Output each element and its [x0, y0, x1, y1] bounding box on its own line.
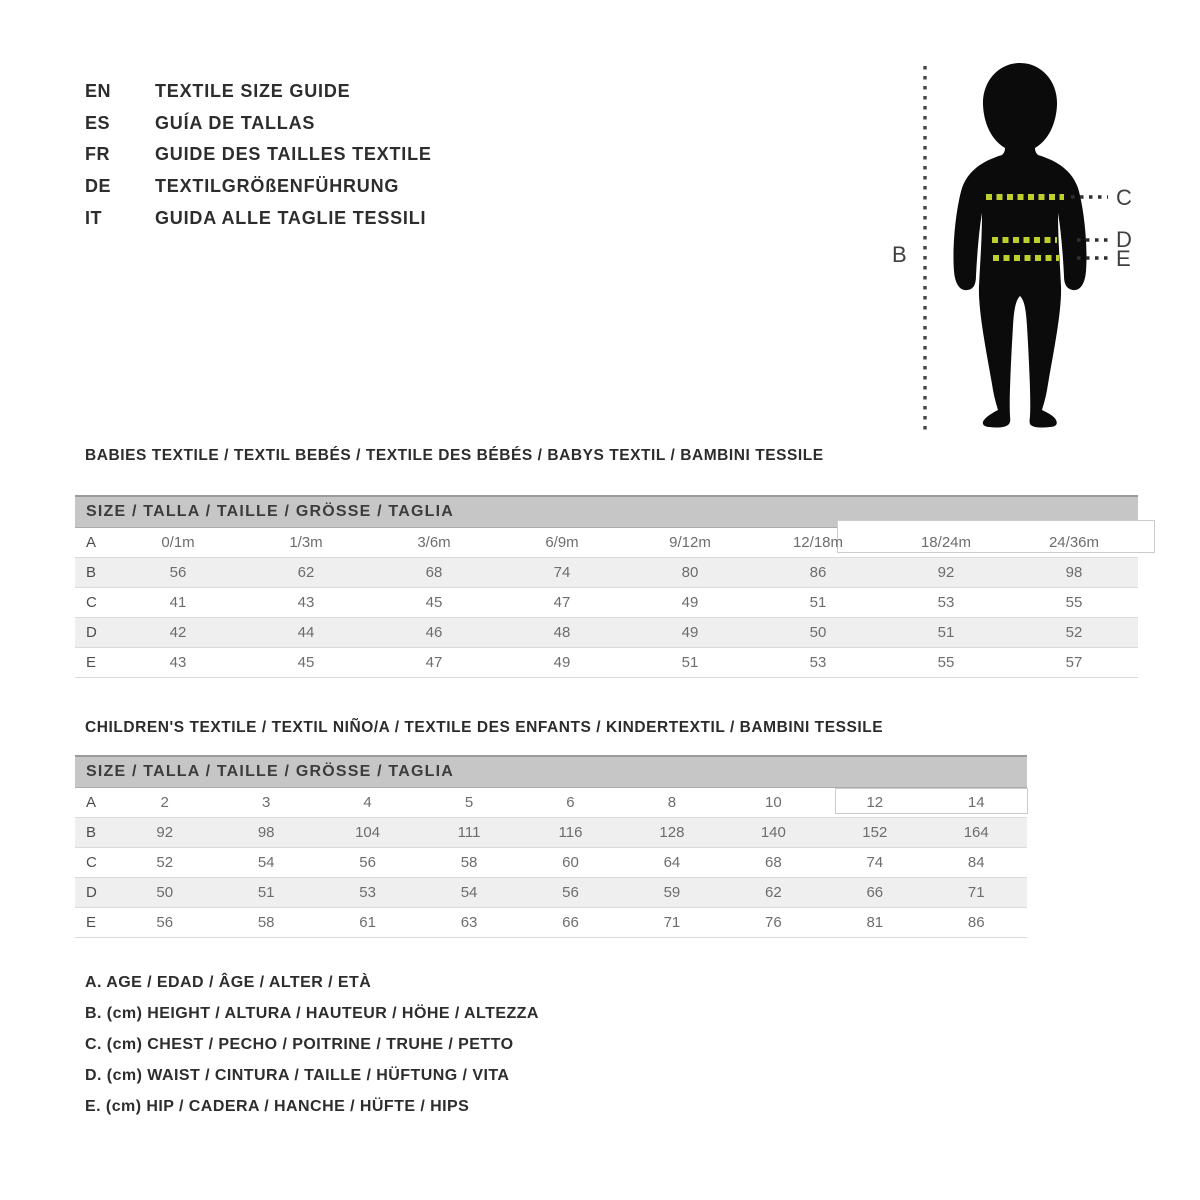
- table-cell: 56: [156, 914, 174, 931]
- table-row: [75, 588, 1138, 618]
- children-section-heading: CHILDREN'S TEXTILE / TEXTIL NIÑO/A / TEXTILE DES ENFANTS / KINDERTEXTIL / BAMBINI TESSILE: [85, 719, 884, 736]
- row-label: A: [86, 534, 97, 551]
- row-label: D: [86, 884, 97, 901]
- table-cell: 128: [659, 824, 685, 841]
- row-label: B: [86, 564, 97, 581]
- table-cell: 3/6m: [417, 534, 451, 551]
- legend-item: B. (cm) HEIGHT / ALTURA / HAUTEUR / HÖHE / ALTEZZA: [85, 1005, 539, 1022]
- table-cell: 46: [425, 624, 443, 641]
- table-cell: 116: [558, 824, 583, 841]
- table-cell: 86: [967, 914, 985, 931]
- table-cell: 62: [765, 884, 782, 901]
- table-cell: 76: [765, 914, 782, 931]
- table-cell: 6: [566, 794, 575, 811]
- table-cell: 24/36m: [1048, 534, 1100, 551]
- table-cell: 8: [667, 794, 677, 811]
- language-code: IT: [85, 207, 102, 228]
- table-row: [75, 848, 1027, 878]
- language-row: [85, 108, 432, 140]
- row-label: C: [86, 854, 97, 871]
- table-cell: 2: [160, 794, 169, 811]
- hip-label: E: [1116, 246, 1131, 271]
- table-cell: 56: [169, 564, 187, 581]
- table-cell: 54: [460, 884, 478, 901]
- table-cell: 66: [866, 884, 884, 901]
- table-cell: 1/3m: [289, 534, 323, 551]
- table-cell: 53: [937, 594, 955, 611]
- table-cell: 12: [866, 794, 884, 811]
- table-cell: 53: [809, 654, 827, 671]
- child-measurement-diagram: [880, 50, 1160, 450]
- height-label: B: [892, 242, 907, 267]
- legend-item: D. (cm) WAIST / CINTURA / TAILLE / HÜFTUNG / VITA: [85, 1067, 510, 1084]
- table-row: [75, 788, 1027, 818]
- table-row: [75, 558, 1138, 588]
- table-cell: 63: [460, 914, 478, 931]
- row-label: E: [86, 654, 97, 671]
- table-row: [75, 648, 1138, 678]
- table-cell: 52: [1065, 624, 1083, 641]
- size-table-header-bar: [75, 755, 1027, 788]
- table-cell: 52: [156, 854, 174, 871]
- table-cell: 104: [355, 824, 381, 841]
- table-row: [75, 818, 1027, 848]
- babies-size-table: [75, 495, 1138, 678]
- child-silhouette: [953, 63, 1086, 428]
- table-cell: 6/9m: [545, 534, 579, 551]
- language-title: GUIDA ALLE TAGLIE TESSILI: [155, 207, 427, 228]
- table-cell: 61: [359, 914, 376, 931]
- table-cell: 41: [169, 594, 187, 611]
- language-code: ES: [85, 112, 111, 133]
- legend-item: A. AGE / EDAD / ÂGE / ALTER / ETÀ: [85, 974, 372, 991]
- table-cell: 81: [866, 914, 884, 931]
- language-row: [85, 171, 432, 203]
- table-cell: 43: [297, 594, 315, 611]
- table-cell: 86: [809, 564, 827, 581]
- language-code: EN: [85, 81, 112, 102]
- table-cell: 58: [460, 854, 478, 871]
- table-row: [75, 878, 1027, 908]
- table-cell: 152: [862, 824, 888, 841]
- table-cell: 4: [363, 794, 372, 811]
- table-cell: 68: [425, 564, 443, 581]
- table-cell: 92: [156, 824, 174, 841]
- language-code: FR: [85, 144, 110, 165]
- table-cell: 140: [760, 824, 786, 841]
- row-label: C: [86, 594, 97, 611]
- table-row: [75, 908, 1027, 938]
- table-cell: 45: [297, 654, 315, 671]
- table-cell: 9/12m: [669, 534, 711, 551]
- row-label: E: [86, 914, 97, 931]
- table-cell: 64: [663, 854, 681, 871]
- measurement-legend: [85, 967, 539, 1122]
- table-cell: 14: [967, 794, 985, 811]
- table-cell: 92: [937, 564, 955, 581]
- language-code: DE: [85, 176, 112, 197]
- table-cell: 0/1m: [161, 534, 195, 551]
- table-cell: 51: [937, 624, 955, 641]
- table-cell: 49: [681, 624, 699, 641]
- size-table-header-label: SIZE / TALLA / TAILLE / GRÖSSE / TAGLIA: [86, 503, 454, 520]
- table-cell: 55: [937, 654, 955, 671]
- table-cell: 49: [681, 594, 699, 611]
- children-size-table: [75, 755, 1027, 938]
- chest-label: C: [1116, 185, 1132, 210]
- table-cell: 5: [464, 794, 474, 811]
- table-row: [75, 528, 1138, 558]
- table-cell: 68: [765, 854, 782, 871]
- table-cell: 47: [553, 594, 571, 611]
- table-cell: 10: [765, 794, 782, 811]
- table-cell: 164: [963, 824, 989, 841]
- language-title: TEXTILGRÖßENFÜHRUNG: [155, 176, 400, 197]
- table-cell: 56: [359, 854, 376, 871]
- language-title-list: [85, 76, 432, 234]
- table-cell: 43: [169, 654, 187, 671]
- table-cell: 74: [866, 854, 884, 871]
- row-label: B: [86, 824, 97, 841]
- table-cell: 84: [967, 854, 985, 871]
- table-cell: 74: [553, 564, 571, 581]
- language-row: [85, 202, 432, 234]
- table-cell: 47: [425, 654, 443, 671]
- table-cell: 80: [681, 564, 699, 581]
- size-table-header-label: SIZE / TALLA / TAILLE / GRÖSSE / TAGLIA: [86, 763, 454, 780]
- babies-section-heading: BABIES TEXTILE / TEXTIL BEBÉS / TEXTILE DES BÉBÉS / BABYS TEXTIL / BAMBINI TESSILE: [85, 447, 824, 464]
- table-cell: 3: [261, 794, 271, 811]
- row-label: A: [86, 794, 97, 811]
- legend-item: C. (cm) CHEST / PECHO / POITRINE / TRUHE / PETTO: [85, 1036, 514, 1053]
- row-label: D: [86, 624, 97, 641]
- table-cell: 48: [553, 624, 571, 641]
- legend-item: E. (cm) HIP / CADERA / HANCHE / HÜFTE / HIPS: [85, 1098, 470, 1115]
- table-cell: 58: [257, 914, 275, 931]
- table-cell: 51: [257, 884, 275, 901]
- table-cell: 54: [257, 854, 275, 871]
- table-cell: 49: [553, 654, 571, 671]
- table-cell: 66: [562, 914, 579, 931]
- table-cell: 71: [663, 914, 681, 931]
- table-cell: 45: [425, 594, 443, 611]
- table-row: [75, 618, 1138, 648]
- language-title: TEXTILE SIZE GUIDE: [155, 81, 351, 102]
- table-cell: 50: [156, 884, 174, 901]
- table-cell: 12/18m: [792, 534, 844, 551]
- table-cell: 98: [1065, 564, 1083, 581]
- table-cell: 53: [359, 884, 376, 901]
- table-cell: 55: [1065, 594, 1083, 611]
- table-cell: 51: [809, 594, 827, 611]
- table-cell: 56: [562, 884, 579, 901]
- language-title: GUIDE DES TAILLES TEXTILE: [155, 144, 432, 165]
- table-cell: 98: [257, 824, 275, 841]
- table-cell: 50: [809, 624, 827, 641]
- table-cell: 59: [663, 884, 681, 901]
- table-cell: 62: [297, 564, 315, 581]
- table-cell: 18/24m: [920, 534, 972, 551]
- table-cell: 111: [457, 824, 481, 841]
- table-cell: 42: [169, 624, 187, 641]
- table-cell: 51: [681, 654, 699, 671]
- language-row: [85, 139, 432, 171]
- table-cell: 60: [562, 854, 579, 871]
- waist-label: D: [1116, 227, 1132, 252]
- table-cell: 71: [967, 884, 985, 901]
- table-cell: 57: [1065, 654, 1083, 671]
- language-title: GUÍA DE TALLAS: [155, 112, 316, 133]
- table-cell: 44: [297, 624, 315, 641]
- language-row: [85, 76, 432, 108]
